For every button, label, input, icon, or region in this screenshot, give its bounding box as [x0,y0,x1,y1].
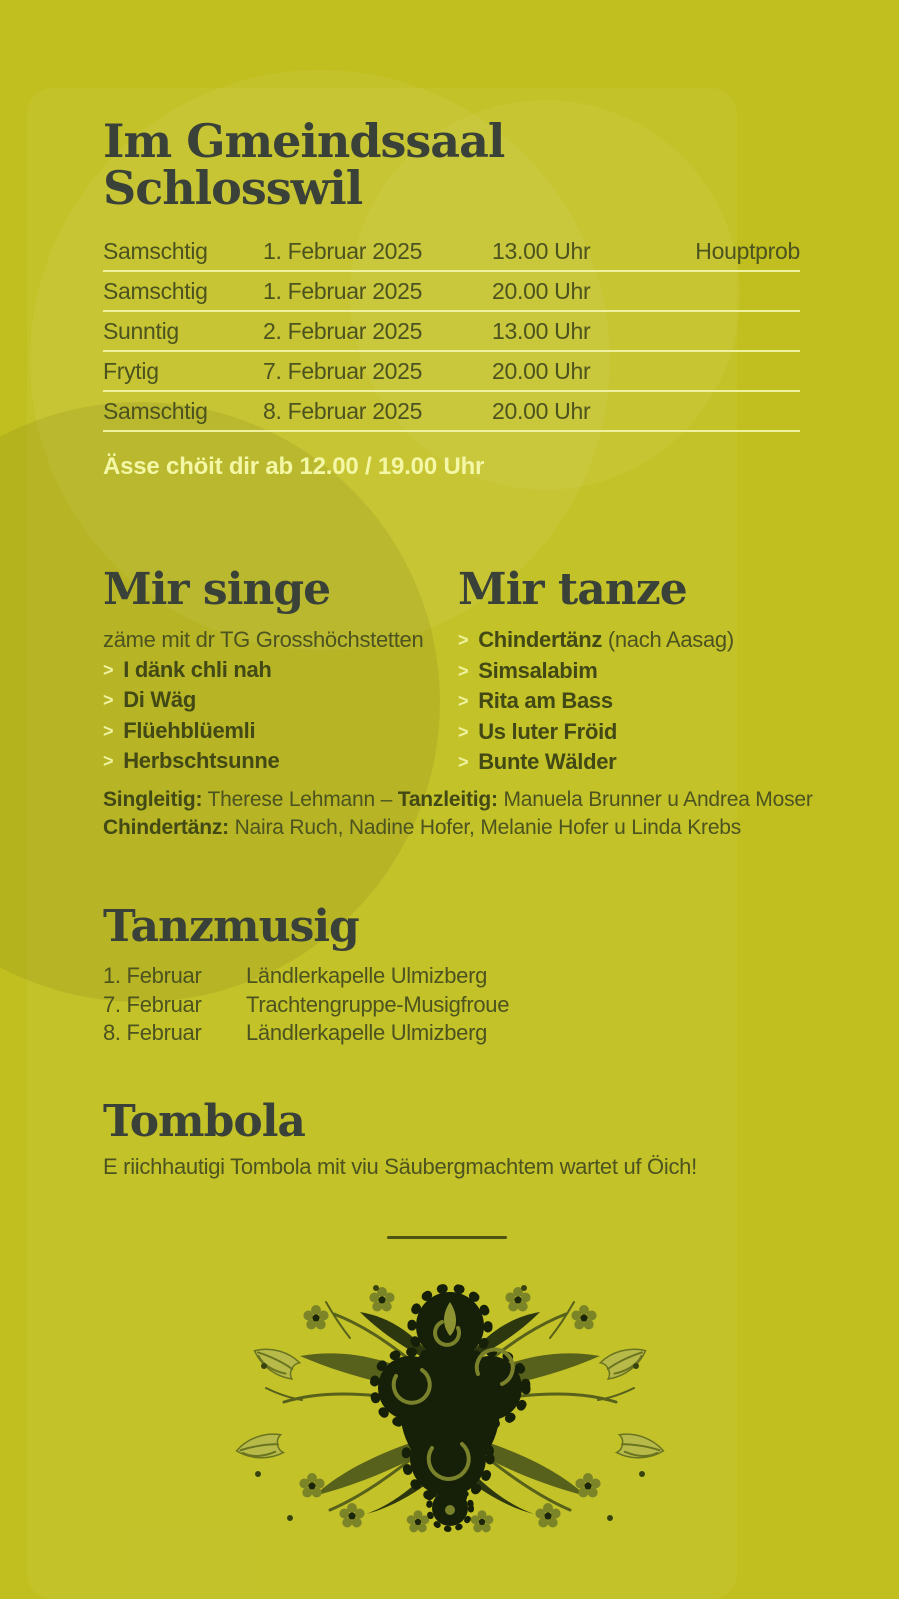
schedule-time: 13.00 Uhr [492,317,591,344]
section-title-tanze: Mir tanze [458,564,687,615]
dance-title: Chindertänz [478,627,603,652]
meal-note: Ässe chöit dir ab 12.00 / 19.00 Uhr [103,453,485,480]
schedule-date: 8. Februar 2025 [263,397,423,424]
chevron-icon: > [103,720,114,741]
dance-list [458,625,803,778]
schedule-day: Samschtig [103,237,208,264]
schedule-day: Samschtig [103,277,208,304]
schedule-day: Samschtig [103,397,208,424]
chevron-icon: > [103,690,114,710]
tanzmusig-band: Ländlerkapelle Ulmizberg [246,963,488,988]
table-row [103,1019,509,1048]
center-rose-cluster [374,1288,526,1529]
list-item [458,717,803,748]
schedule-date: 1. Februar 2025 [263,237,423,264]
chevron-icon: > [458,752,469,772]
section-title-tombola: Tombola [103,1096,305,1147]
credit-names: Manuela Brunner u Andrea Moser [497,788,813,811]
chevron-icon: > [458,630,469,650]
list-item [458,625,803,656]
dance-title: Us luter Fröid [478,718,618,744]
chevron-icon: > [458,721,469,742]
tanzmusig-date: 7. Februar [103,991,202,1017]
tanzmusig-rows [103,962,509,1048]
credit-label: Tanzleitig: [397,788,498,811]
tanzmusig-band: Trachtengruppe-Musigfroue [246,991,510,1017]
list-item [458,656,803,687]
section-tanzmusig [103,901,510,1048]
dance-title: Simsalabim [478,657,598,683]
schedule-time: 13.00 Uhr [492,237,591,264]
list-item [103,685,453,716]
tanzmusig-date: 1. Februar [103,963,202,988]
credit-names: Naira Ruch, Nadine Hofer, Melanie Hofer u Linda Krebs [228,816,742,839]
credit-label: Singleitig: [103,788,203,811]
dance-note: (nach Aasag) [602,627,734,652]
song-title: Herbschtsunne [123,748,280,773]
title-line-2: Schlosswil [103,161,363,215]
schedule-time: 20.00 Uhr [492,277,591,304]
schedule-time: 20.00 Uhr [492,357,591,384]
list-item [103,655,453,686]
song-title: Flüehblüemli [123,717,256,743]
list-item [458,686,803,717]
credits [103,786,823,842]
schedule-day: Sunntig [103,317,179,344]
table-row [103,991,509,1020]
section-tombola [103,1096,697,1180]
folk-floral-ornament [230,1268,670,1540]
title-line-1: Im Gmeindssaal [103,114,505,168]
song-list [103,655,453,777]
credits-line-1 [103,786,823,814]
schedule-time: 20.00 Uhr [492,397,591,424]
list-item [103,716,453,747]
list-item [103,746,453,777]
page-title [103,114,505,215]
schedule-note: Houptprob [695,237,800,264]
table-row [103,352,800,392]
schedule-date: 7. Februar 2025 [263,357,423,384]
schedule-day: Frytig [103,357,159,384]
chevron-icon: > [458,691,469,711]
table-row [103,312,800,352]
credits-line-2 [103,814,823,842]
singe-intro: zäme mit dr TG Grosshöchstetten [103,627,424,652]
section-title-tanzmusig: Tanzmusig [103,901,359,952]
chevron-icon: > [458,660,469,681]
tanzmusig-date: 8. Februar [103,1020,202,1045]
song-title: Di Wäg [123,687,196,712]
divider-line [387,1236,507,1239]
section-mir-singe [103,564,453,777]
dance-title: Rita am Bass [478,688,613,713]
tanzmusig-band: Ländlerkapelle Ulmizberg [246,1020,488,1045]
section-title-singe: Mir singe [103,564,331,615]
chevron-icon: > [103,751,114,771]
table-row [103,962,509,991]
section-mir-tanze [458,564,803,778]
tombola-text: E riichhautigi Tombola mit viu Säubergmachtem wartet uf Öich! [103,1154,697,1179]
performance-schedule [103,232,800,432]
schedule-date: 1. Februar 2025 [263,277,423,304]
schedule-date: 2. Februar 2025 [263,317,423,344]
list-item [458,747,803,778]
chevron-icon: > [103,659,114,680]
credit-label: Chindertänz: [103,816,229,839]
table-row [103,232,800,272]
table-row [103,392,800,432]
song-title: I dänk chli nah [123,656,272,682]
dance-title: Bunte Wälder [478,749,617,774]
credit-names: Therese Lehmann – [202,788,398,811]
table-row [103,272,800,312]
